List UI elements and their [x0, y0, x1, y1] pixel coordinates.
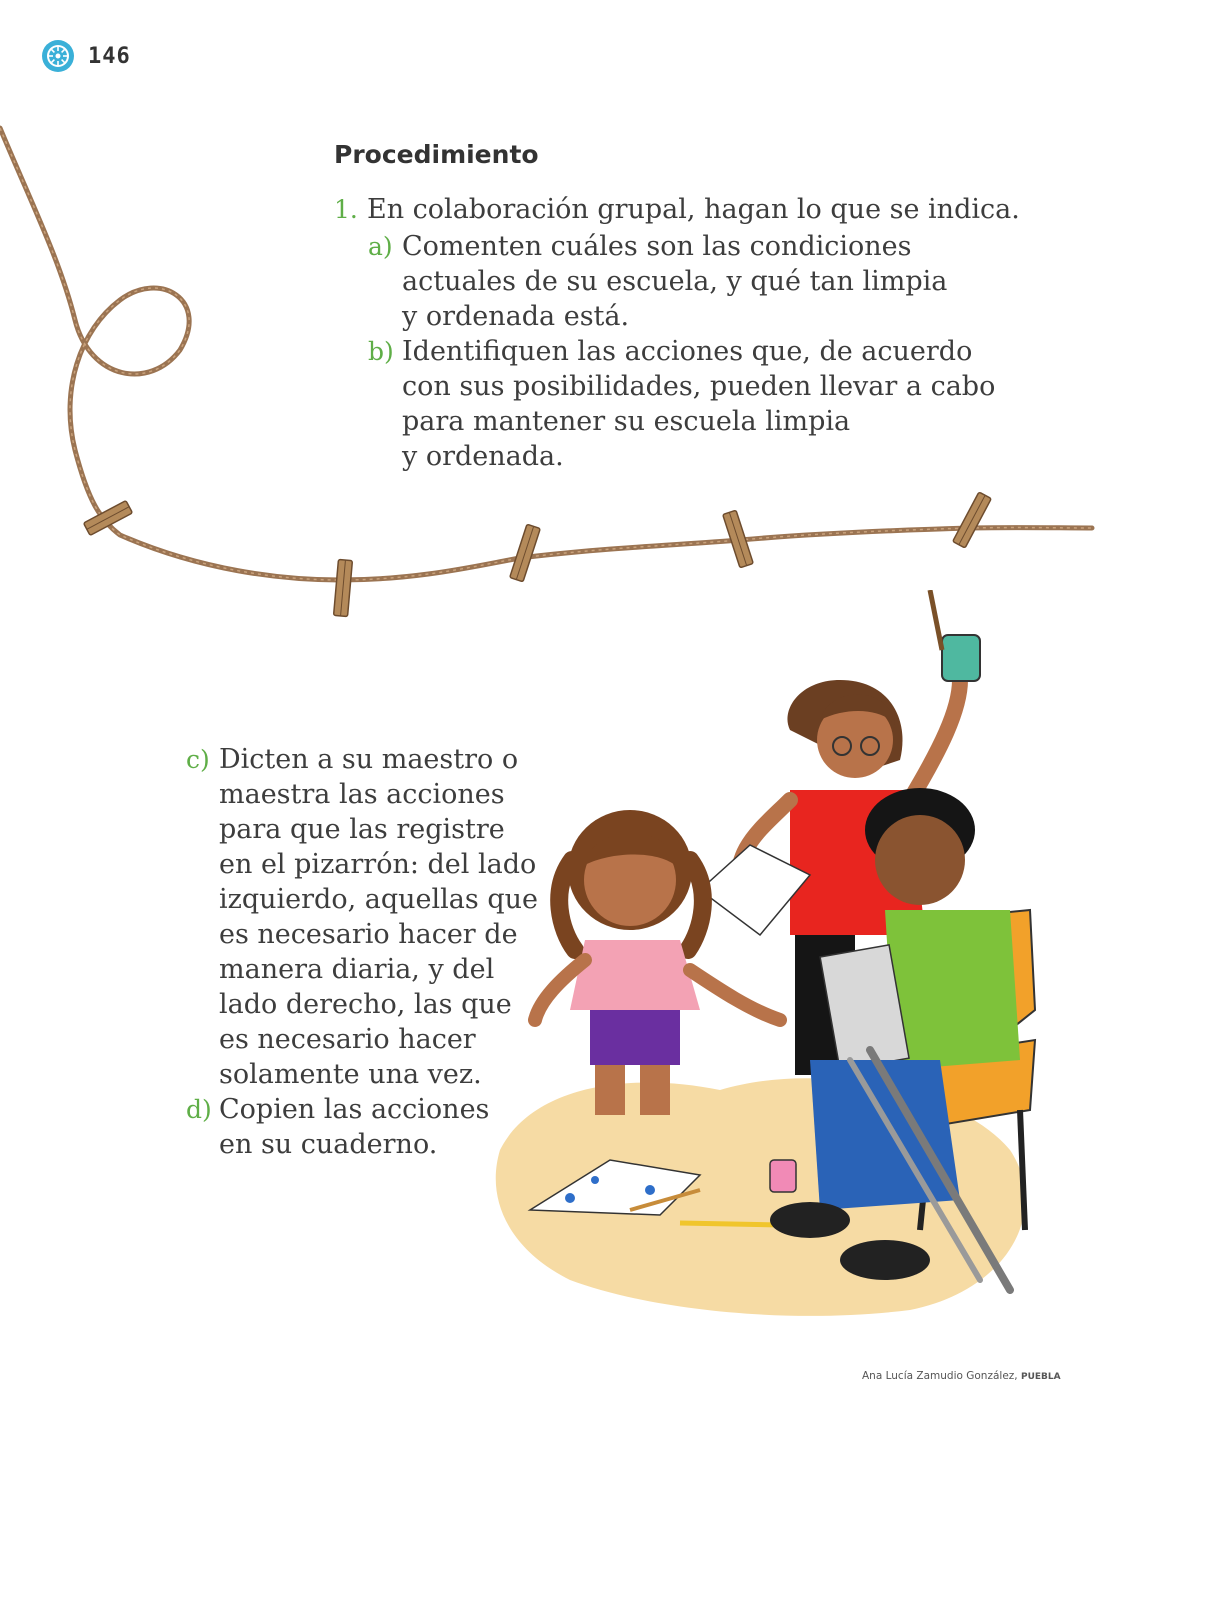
item-marker-a: a): [368, 232, 393, 261]
page-number: 146: [88, 43, 131, 69]
illustration-credit: Ana Lucía Zamudio González, PUEBLA: [862, 1370, 1061, 1382]
children-painting-illustration: [490, 590, 1060, 1330]
item-text-b: Identifiquen las acciones que, de acuerdo con sus posibilidades, pueden llevar a cabo para mantener su escuela limpia y ordenada.: [402, 336, 996, 472]
item-marker-c: c): [186, 745, 210, 774]
step-text: En colaboración grupal, hagan lo que se indica.: [367, 194, 1020, 225]
item-marker-d: d): [186, 1095, 212, 1124]
item-text-c: Dicten a su maestro o maestra las acciones para que las registre en el pizarrón: del lado izquierdo, aquellas que es necesario hacer de manera diaria, y del lado derecho, las que es necesario hacer solamente una vez.: [219, 744, 538, 1090]
clothespin-icon: [84, 501, 133, 536]
item-text-d: Copien las acciones en su cuaderno.: [219, 1094, 490, 1160]
step-number: 1.: [334, 195, 358, 224]
clothespin-icon: [510, 524, 541, 582]
clothespin-icon: [953, 492, 992, 548]
item-text-a: Comenten cuáles son las condiciones actuales de su escuela, y qué tan limpia y ordenada está.: [402, 231, 948, 332]
section-heading: Procedimiento: [334, 140, 539, 169]
item-marker-b: b): [368, 337, 394, 366]
clothespin-icon: [334, 559, 353, 616]
